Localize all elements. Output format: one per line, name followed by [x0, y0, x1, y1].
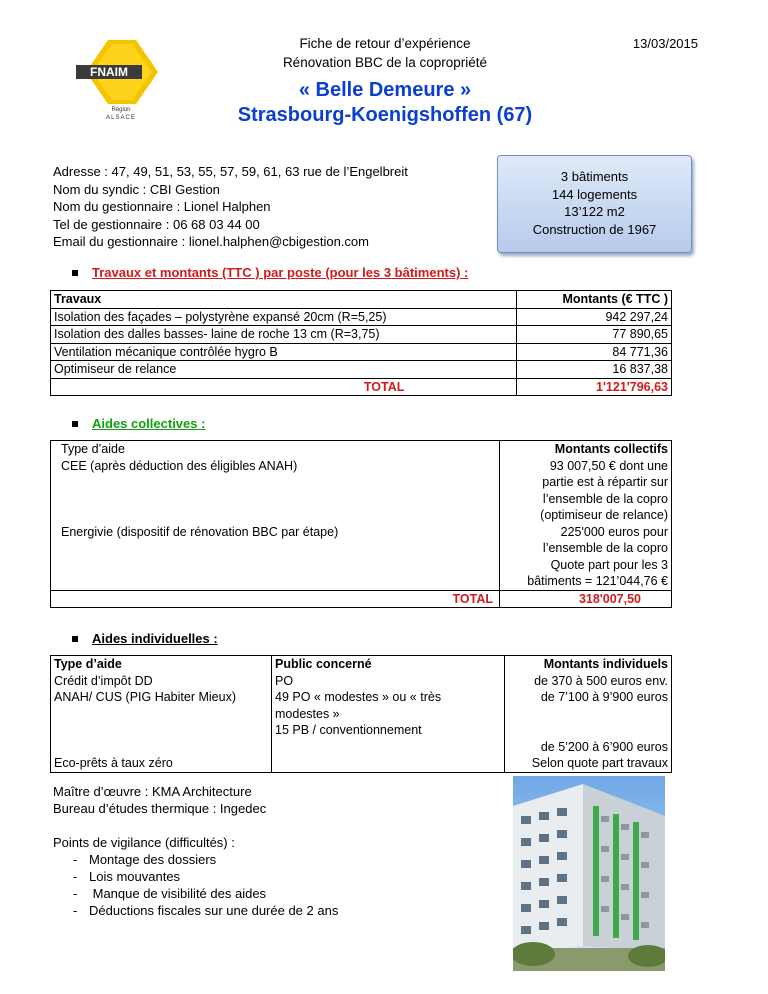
aid-amount: de 7’100 à 9’900 euros	[540, 690, 668, 704]
amount-line: partie est à répartir sur	[542, 475, 668, 489]
table-bottom-border	[51, 772, 672, 773]
aid-type: Crédit d’impôt DD	[54, 673, 153, 688]
works-section-heading	[72, 265, 468, 280]
amount-line: 225'000 euros pour	[560, 524, 668, 539]
bullet-icon	[72, 270, 78, 276]
aid-amount: de 370 à 500 euros env.	[534, 673, 668, 688]
aid-public: modestes »	[275, 706, 340, 721]
amount-line: (optimiseur de relance)	[540, 508, 668, 522]
individual-col-type: Type d’aide	[51, 656, 272, 673]
works-total-label: TOTAL	[51, 378, 517, 396]
table-row	[51, 326, 672, 344]
collective-row2-label: Energivie (dispositif de rénovation BBC par étape)	[51, 524, 500, 591]
aid-type: ANAH/ CUS (PIG Habiter Mieux)	[54, 690, 236, 704]
header-line-1: Fiche de retour d’expérience	[299, 36, 471, 51]
works-col-work: Travaux	[51, 291, 517, 309]
summary-box	[497, 155, 692, 253]
amount-line: l’ensemble de la copro	[542, 491, 668, 506]
aid-amount: Selon quote part travaux	[531, 756, 668, 770]
spacer	[508, 706, 668, 739]
individual-section-title: Aides individuelles :	[92, 631, 218, 646]
collective-section-heading	[72, 416, 205, 431]
summary-buildings: 3 bâtiments	[560, 169, 629, 184]
table-row	[51, 361, 672, 379]
work-amount: 942 297,24	[517, 308, 672, 326]
collective-col-amount: Montants collectifs	[500, 441, 672, 458]
individual-section-heading	[72, 631, 218, 646]
vigilance-item: Déductions fiscales sur une durée de 2 ans	[89, 903, 339, 918]
vigilance-item: Manque de visibilité des aides	[89, 886, 267, 901]
work-amount: 77 890,65	[517, 326, 672, 344]
summary-construction: Construction de 1967	[532, 221, 657, 237]
work-amount: 16 837,38	[517, 361, 672, 379]
list-item: - Déductions fiscales sur une durée de 2 ans	[73, 903, 339, 918]
table-row	[51, 673, 672, 773]
manager-name: Nom du gestionnaire : Lionel Halphen	[53, 199, 271, 214]
manager-phone: Tel de gestionnaire : 06 68 03 44 00	[53, 216, 260, 232]
fnaim-logo	[66, 38, 176, 124]
work-label: Isolation des façades – polystyrène expansé 20cm (R=5,25)	[51, 308, 517, 326]
amount-line: l’ensemble de la copro	[542, 541, 668, 555]
collective-row1-amount	[500, 458, 672, 524]
building-photo	[513, 776, 665, 971]
works-table	[50, 290, 672, 396]
individual-amounts	[505, 673, 672, 773]
vigilance-block	[53, 834, 338, 919]
vigilance-item: Montage des dossiers	[89, 852, 217, 867]
fnaim-logo-icon	[66, 38, 176, 124]
project-name: « Belle Demeure »	[298, 79, 472, 101]
project-location: Strasbourg-Koenigshoffen (67)	[237, 104, 533, 126]
table-row	[51, 308, 672, 326]
logo-region-name: ALSACE	[106, 115, 136, 121]
summary-area: 13’122 m2	[564, 204, 625, 219]
header-line-2: Rénovation BBC de la copropriété	[282, 55, 488, 70]
work-amount: 84 771,36	[517, 343, 672, 361]
works-total-row	[51, 378, 672, 396]
collective-row2-amount	[500, 524, 672, 591]
vigilance-item: Lois mouvantes	[89, 869, 181, 884]
list-item: - Manque de visibilité des aides	[73, 886, 267, 901]
team-block	[53, 783, 266, 817]
individual-publics	[272, 673, 505, 773]
work-label: Isolation des dalles basses- laine de roche 13 cm (R=3,75)	[51, 326, 517, 344]
contact-block	[53, 163, 408, 251]
bullet-icon	[72, 636, 78, 642]
collective-col-type: Type d’aide	[51, 441, 500, 458]
aid-amount: de 5’200 à 6’900 euros	[540, 739, 668, 754]
manager-email: Email du gestionnaire : lionel.halphen@cbigestion.com	[53, 234, 369, 249]
table-row	[51, 524, 672, 591]
collective-row1-label: CEE (après déduction des éligibles ANAH)	[51, 458, 500, 524]
document-date: 13/03/2015	[632, 36, 698, 51]
list-item: - Lois mouvantes	[73, 869, 181, 884]
spacer	[54, 706, 268, 756]
works-col-amount: Montants (€ TTC )	[517, 291, 672, 309]
collective-section-title: Aides collectives :	[92, 416, 206, 431]
architect: Maître d’œuvre : KMA Architecture	[53, 784, 252, 799]
syndic-name: Nom du syndic : CBI Gestion	[53, 181, 220, 197]
spacer	[275, 739, 501, 756]
table-row	[51, 458, 672, 524]
aid-public: PO	[275, 673, 294, 688]
individual-col-amount: Montants individuels	[505, 656, 672, 673]
thermal-engineer: Bureau d’études thermique : Ingedec	[53, 801, 267, 816]
individual-table	[50, 655, 672, 773]
work-label: Optimiseur de relance	[51, 361, 517, 379]
collective-total-label: TOTAL	[51, 590, 500, 608]
bullet-icon	[72, 421, 78, 427]
table-row	[51, 343, 672, 361]
summary-dwellings: 144 logements	[551, 186, 638, 202]
building-photo-icon	[513, 776, 665, 971]
amount-line: 93 007,50 € dont une	[549, 458, 668, 473]
amount-line: bâtiments = 121’044,76 €	[527, 574, 668, 588]
individual-col-public: Public concerné	[272, 656, 505, 673]
aid-type: Eco-prêts à taux zéro	[54, 756, 173, 770]
logo-region: Région	[111, 107, 131, 113]
works-total-amount: 1'121'796,63	[517, 378, 672, 396]
vigilance-title: Points de vigilance (difficultés) :	[53, 835, 235, 850]
individual-types	[51, 673, 272, 773]
list-item: - Montage des dossiers	[73, 852, 217, 867]
address: Adresse : 47, 49, 51, 53, 55, 57, 59, 61, 63 rue de l’Engelbreit	[53, 164, 408, 179]
work-label: Ventilation mécanique contrôlée hygro B	[51, 343, 517, 361]
works-section-title: Travaux et montants (TTC ) par poste (pour les 3 bâtiments) :	[92, 265, 469, 280]
amount-line: Quote part pour les 3	[550, 557, 668, 572]
collective-total-row	[51, 590, 672, 608]
aid-public: 15 PB / conventionnement	[275, 723, 422, 737]
aid-public: 49 PO « modestes » ou « très	[275, 690, 442, 704]
logo-text: FNAIM	[90, 65, 128, 79]
collective-total-amount: 318'007,50	[500, 590, 672, 608]
collective-table	[50, 440, 672, 608]
